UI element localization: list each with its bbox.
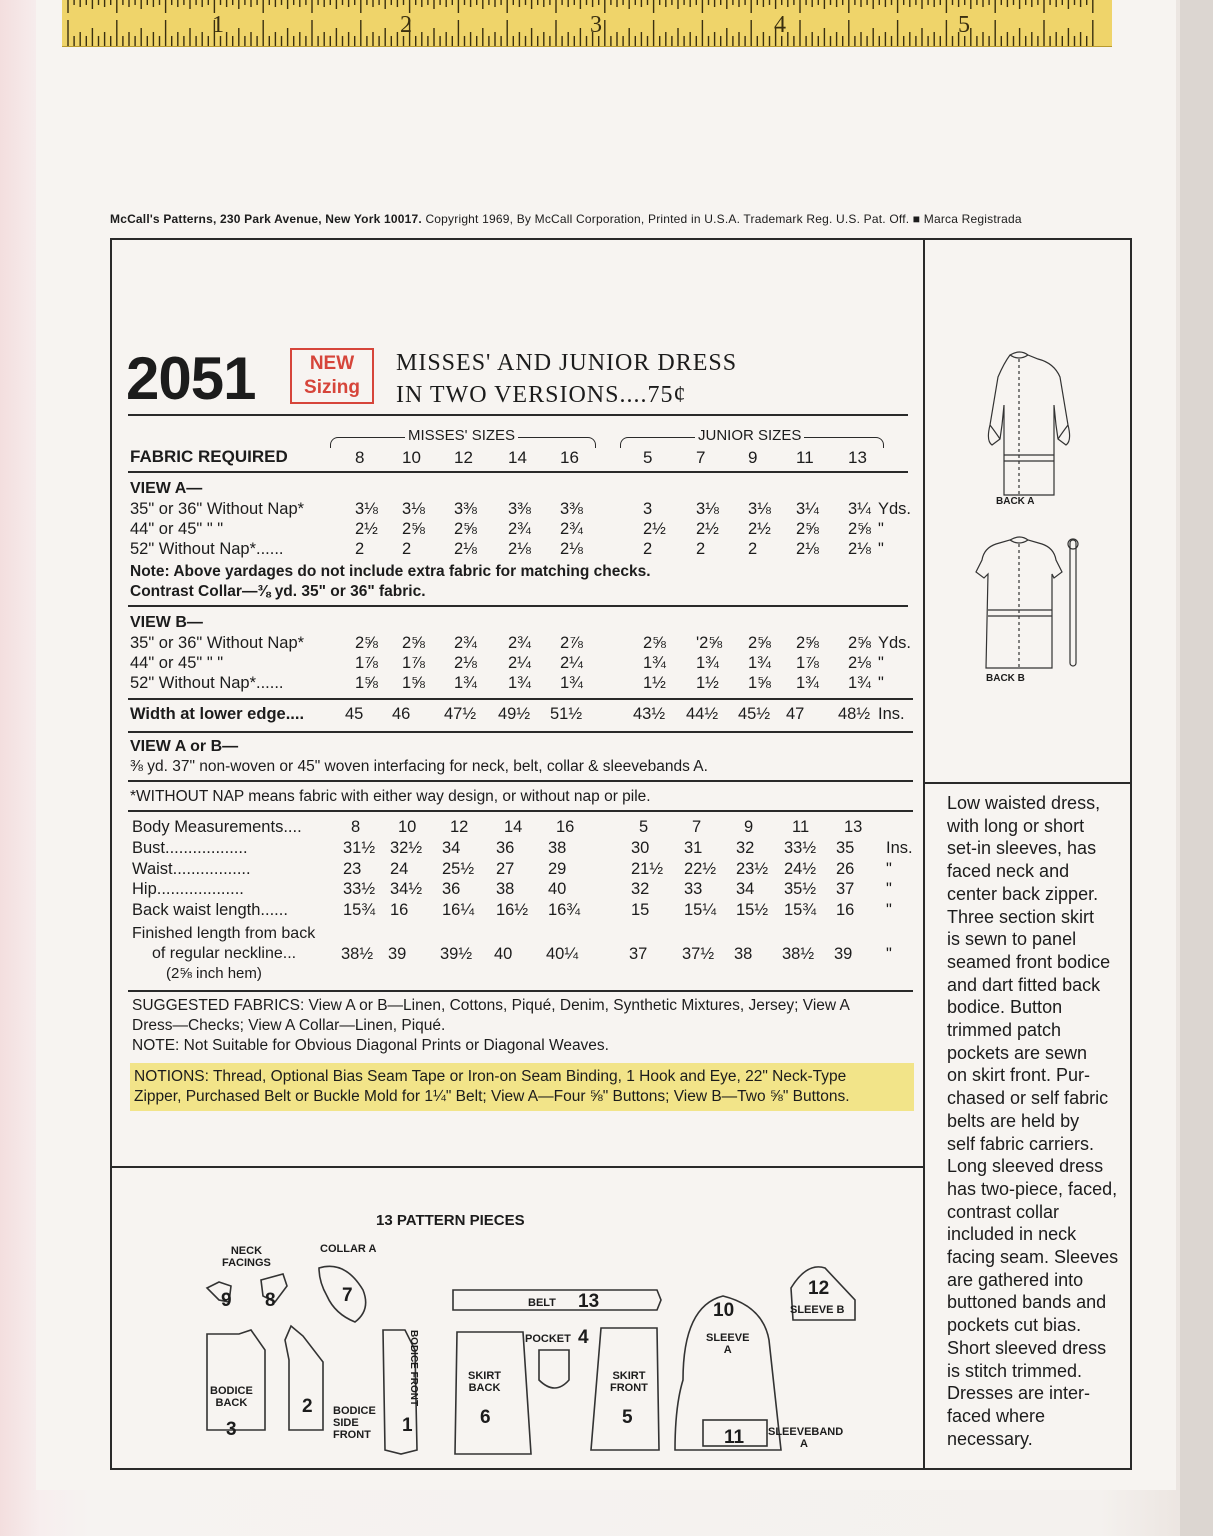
view-ab-label: VIEW A or B— <box>130 738 239 755</box>
piece-number-4: 4 <box>578 1327 589 1348</box>
piece-number-2: 2 <box>302 1396 313 1417</box>
piece-number-3: 3 <box>226 1419 237 1440</box>
description-line: pockets are sewn <box>947 1042 1088 1063</box>
yardage-value: 2⅝ <box>848 520 871 538</box>
body-value: 15¾ <box>343 900 376 919</box>
unit-label: " <box>878 674 884 692</box>
fabric-size-14: 14 <box>508 448 527 467</box>
finished-length-value: 38½ <box>341 945 374 963</box>
neck-facings-label-2: FACINGS <box>222 1257 271 1269</box>
yardage-value: 1⅞ <box>355 654 378 672</box>
description-line: center back zipper. <box>947 883 1099 904</box>
body-value: 36 <box>496 839 515 857</box>
width-value: 46 <box>392 705 411 723</box>
body-value: 23½ <box>736 859 769 878</box>
yardage-value: 2 <box>643 540 653 558</box>
new-sizing-badge <box>290 348 374 404</box>
row-label: 52" Without Nap*...... <box>130 674 284 692</box>
body-value: 31 <box>684 839 703 857</box>
body-value: 34½ <box>390 880 423 898</box>
skirt-back-label-1: SKIRT <box>468 1370 501 1382</box>
body-size-11: 11 <box>792 818 810 836</box>
description-line: is stitch trimmed. <box>947 1360 1083 1381</box>
body-size-5: 5 <box>639 818 649 836</box>
fabric-size-13: 13 <box>848 448 867 467</box>
body-unit: " <box>886 900 892 919</box>
width-value: 45½ <box>738 705 771 723</box>
piece-number-1: 1 <box>402 1415 413 1436</box>
yardage-value: 2¾ <box>560 520 583 538</box>
fabric-size-9: 9 <box>748 448 758 467</box>
body-unit: " <box>886 859 892 878</box>
yardage-value: 3⅜ <box>454 500 477 518</box>
body-value: 33 <box>684 880 703 898</box>
unit-label: Yds. <box>878 634 912 652</box>
description-line: with long or short <box>947 815 1085 836</box>
row-label: 44" or 45" " " <box>130 520 224 538</box>
body-value: 36 <box>442 880 461 898</box>
row-label: 35" or 36" Without Nap* <box>130 500 305 518</box>
yardage-value: 3⅛ <box>355 500 378 518</box>
measuring-ruler <box>62 0 1112 47</box>
body-value: 16¼ <box>442 900 475 919</box>
body-value: 22½ <box>684 859 717 878</box>
yardage-value: 2¼ <box>560 654 583 672</box>
yardage-value: 1⅝ <box>748 674 771 692</box>
yardage-value: 2⅝ <box>355 634 378 652</box>
body-value: 24½ <box>784 859 817 878</box>
description-line: bodice. Button <box>947 997 1063 1018</box>
body-value: 33½ <box>784 839 817 857</box>
body-value: 34 <box>442 839 461 857</box>
yardage-value: 2⅛ <box>454 540 477 558</box>
bodice-back-label-2: BACK <box>215 1397 248 1409</box>
yardage-value: 2⅞ <box>560 634 583 652</box>
sleeve-a-label-2: A <box>723 1344 732 1356</box>
body-value: 16¾ <box>548 900 581 919</box>
yardage-value: 3⅛ <box>402 500 425 518</box>
description-line: are gathered into <box>947 1269 1084 1290</box>
piece-number-13: 13 <box>578 1291 600 1312</box>
width-value: 43½ <box>633 705 666 723</box>
body-value: 15½ <box>736 900 769 919</box>
body-size-14: 14 <box>504 818 523 836</box>
width-value: 48½ <box>838 705 871 723</box>
width-value: 47½ <box>444 705 477 723</box>
yardage-value: 2⅛ <box>560 540 583 558</box>
finished-length-label-1: Finished length from back <box>132 925 316 942</box>
unit-label: " <box>878 540 884 558</box>
width-rule <box>128 731 913 733</box>
description-line: is sewn to panel <box>947 929 1077 950</box>
finished-length-value: 40 <box>494 945 513 963</box>
body-value: 15 <box>631 900 650 919</box>
suggested-fabrics-line-2: Dress—Checks; View A Collar—Linen, Piqué. <box>132 1017 446 1034</box>
view-a-rule <box>128 605 908 607</box>
view-a-note <box>130 563 651 581</box>
view-ab-text: ⅜ yd. 37" non-woven or 45" woven interfacing for neck, belt, collar & sleevebands A. <box>130 758 708 775</box>
body-value: 35½ <box>784 880 817 898</box>
width-unit: Ins. <box>878 705 905 723</box>
body-value: 35 <box>836 839 855 857</box>
piece-number-10: 10 <box>713 1300 735 1321</box>
body-value: 29 <box>548 859 567 878</box>
yardage-value: 2⅝ <box>796 520 819 538</box>
fabric-size-11: 11 <box>796 448 814 467</box>
body-value: 15¼ <box>684 900 717 919</box>
bodice-front-label: BODICE FRONT <box>408 1329 420 1407</box>
collar-a-label: COLLAR A <box>320 1243 377 1255</box>
finished-length-value: 39 <box>834 945 853 963</box>
description-line: belts are held by <box>947 1110 1080 1131</box>
bodice-side-label-3: FRONT <box>333 1429 371 1441</box>
width-value: 51½ <box>550 705 583 723</box>
finished-length-value: 38 <box>734 945 753 963</box>
back-a-illustration <box>962 345 1092 515</box>
notions-line-1: NOTIONS: Thread, Optional Bias Seam Tape or Iron-on Seam Binding, 1 Hook and Eye, 22" Neck-Type <box>134 1068 847 1085</box>
piece-number-12: 12 <box>808 1278 830 1299</box>
fabric-size-8: 8 <box>355 448 365 467</box>
sleeveband-a-label <box>768 1426 843 1450</box>
notions-line-2: Zipper, Purchased Belt or Buckle Mold for 1¼" Belt; View A—Four ⅝" Buttons; View B—Two ⅝" Buttons. <box>134 1088 850 1105</box>
description-line: has two-piece, faced, <box>947 1178 1118 1199</box>
yardage-value: 3⅛ <box>696 500 719 518</box>
body-value: 27 <box>496 859 515 878</box>
body-value: 38 <box>496 880 515 898</box>
skirt-front-label-1: SKIRT <box>612 1370 646 1382</box>
body-unit: " <box>886 880 892 898</box>
yardage-value: 2 <box>402 540 412 558</box>
body-value: 21½ <box>631 859 664 878</box>
skirt-front-label <box>610 1370 648 1394</box>
body-value: 24 <box>390 859 409 878</box>
yardage-value: 1¾ <box>560 674 583 692</box>
yardage-value: 1¾ <box>796 674 819 692</box>
description-line: contrast collar <box>947 1201 1060 1222</box>
finished-length-value: 40¼ <box>546 945 579 963</box>
fabric-size-10: 10 <box>402 448 421 467</box>
fabric-size-16: 16 <box>560 448 579 467</box>
yardage-value: 1½ <box>696 674 719 692</box>
description-line: Low waisted dress, <box>947 793 1101 813</box>
yardage-value: 2½ <box>696 520 719 538</box>
piece-number-6: 6 <box>480 1407 491 1428</box>
unit-label: " <box>878 520 884 538</box>
width-value: 47 <box>786 705 805 723</box>
body-row-label: Bust.................. <box>132 839 248 857</box>
fabric-size-5: 5 <box>643 448 653 467</box>
finished-length-value: 39½ <box>440 945 473 963</box>
skirt-back-label-2: BACK <box>468 1382 501 1394</box>
badge-line-2: Sizing <box>304 377 360 398</box>
body-value: 33½ <box>343 880 376 898</box>
body-value: 25½ <box>442 859 475 878</box>
yardage-value: 3⅜ <box>508 500 531 518</box>
body-row-label: Back waist length...... <box>132 900 288 919</box>
yardage-value: 2 <box>748 540 758 558</box>
sleeve-a-label <box>706 1332 749 1356</box>
ruler-number-3: 3 <box>590 12 602 38</box>
description-line: on skirt front. Pur- <box>947 1065 1091 1086</box>
yardage-value: '2⅝ <box>696 634 723 652</box>
description-line: necessary. <box>947 1428 1033 1449</box>
body-measurements-label: Body Measurements.... <box>132 818 302 836</box>
body-rule <box>128 990 913 992</box>
skirt-front-label-2: FRONT <box>610 1382 648 1394</box>
view-b-rule <box>128 698 913 700</box>
sleeve-a-label-1: SLEEVE <box>706 1332 750 1344</box>
body-size-16: 16 <box>556 818 575 836</box>
piece-number-8: 8 <box>265 1290 276 1311</box>
body-value: 40 <box>548 880 567 898</box>
contrast-collar: Contrast Collar—⅜ yd. 35" or 36" fabric. <box>130 583 426 600</box>
neck-facings-label-1: NECK <box>230 1245 263 1257</box>
view-a-note-text: Note: Above yardages do not include extra fabric for matching checks. <box>130 563 651 580</box>
yardage-value: 1¾ <box>508 674 531 692</box>
yardage-value: 2½ <box>643 520 666 538</box>
yardage-value: 1¾ <box>696 654 719 672</box>
yardage-value: 1¾ <box>848 674 871 692</box>
description-line: trimmed patch <box>947 1020 1062 1041</box>
yardage-value: 1⅝ <box>402 674 425 692</box>
body-value: 15¾ <box>784 900 817 919</box>
yardage-value: 2 <box>355 540 365 558</box>
body-value: 37 <box>836 880 855 898</box>
description-line: facing seam. Sleeves <box>947 1247 1119 1268</box>
body-size-8: 8 <box>351 818 361 836</box>
body-size-10: 10 <box>398 818 417 836</box>
row-label: 44" or 45" " " <box>130 654 224 672</box>
yardage-value: 2 <box>696 540 706 558</box>
yardage-value: 2⅝ <box>402 634 425 652</box>
yardage-value: 1¾ <box>454 674 477 692</box>
without-nap-rule <box>128 810 913 812</box>
suggested-fabrics-line-1: SUGGESTED FABRICS: View A or B—Linen, Cottons, Piqué, Denim, Synthetic Mixtures, Jersey; View A <box>132 997 850 1014</box>
yardage-value: 2¾ <box>454 634 477 652</box>
envelope-edge <box>1180 0 1213 1536</box>
yardage-value: 2¾ <box>508 520 531 538</box>
description-line: faced where <box>947 1405 1046 1426</box>
back-b-label: BACK B <box>986 673 1025 684</box>
yardage-value: 2⅝ <box>454 520 477 538</box>
row-label: 52" Without Nap*...... <box>130 540 284 558</box>
yardage-value: 1¾ <box>748 654 771 672</box>
description-line: pockets cut bias. <box>947 1315 1082 1336</box>
bodice-back-label-1: BODICE <box>210 1385 253 1397</box>
dress-description <box>947 792 1127 1450</box>
neck-facings-label <box>222 1245 271 1269</box>
yardage-value: 2⅛ <box>848 654 871 672</box>
yardage-value: 3 <box>643 500 653 518</box>
yardage-value: 2¼ <box>508 654 531 672</box>
fabric-size-7: 7 <box>696 448 706 467</box>
ruler-number-2: 2 <box>400 12 412 38</box>
description-line: Dresses are inter- <box>947 1383 1091 1404</box>
description-line: Short sleeved dress <box>947 1337 1107 1358</box>
yardage-value: 2⅛ <box>454 654 477 672</box>
width-value: 44½ <box>686 705 719 723</box>
width-value: 45 <box>345 705 364 723</box>
publisher-line <box>110 212 1140 226</box>
piece-number-5: 5 <box>622 1407 633 1428</box>
copyright-text: Copyright 1969, By McCall Corporation, Printed in U.S.A. Trademark Reg. U.S. Pat. Off. ■ Marca Registrada <box>425 212 1022 226</box>
fabric-required-heading: FABRIC REQUIRED <box>130 447 288 466</box>
body-size-13: 13 <box>844 818 863 836</box>
piece-number-11: 11 <box>724 1427 745 1448</box>
body-value: 38 <box>548 839 567 857</box>
yardage-value: 3¼ <box>796 500 819 518</box>
unit-label: Yds. <box>878 500 912 518</box>
sleeve-b-label: SLEEVE B <box>790 1304 845 1316</box>
publisher-address: McCall's Patterns, 230 Park Avenue, New York 10017. <box>110 212 422 226</box>
body-value: 16 <box>390 900 409 919</box>
body-value: 32½ <box>390 839 423 857</box>
description-line: seamed front bodice <box>947 951 1111 972</box>
body-value: 34 <box>736 880 755 898</box>
description-line: and dart fitted back <box>947 974 1101 995</box>
body-value: 16 <box>836 900 855 919</box>
body-value: 30 <box>631 839 650 857</box>
body-value: 23 <box>343 859 362 878</box>
badge-line-1: NEW <box>309 353 355 374</box>
back-b-illustration <box>962 530 1092 680</box>
back-a-label: BACK A <box>996 496 1035 507</box>
yardage-value: 3⅛ <box>748 500 771 518</box>
bodice-back-label <box>210 1385 253 1409</box>
piece-number-9: 9 <box>221 1290 232 1311</box>
yardage-value: 1⅞ <box>402 654 425 672</box>
description-line: chased or self fabric <box>947 1088 1109 1109</box>
piece-number-7: 7 <box>342 1285 353 1306</box>
pattern-title-line-2: IN TWO VERSIONS....75¢ <box>396 382 687 408</box>
yardage-value: 1½ <box>643 674 666 692</box>
view-ab-rule <box>128 780 913 782</box>
description-line: Three section skirt <box>947 906 1095 927</box>
description-line: self fabric carriers. <box>947 1133 1095 1154</box>
junior-sizes-label: JUNIOR SIZES <box>695 427 804 444</box>
body-unit: Ins. <box>886 839 913 857</box>
pocket-label: POCKET <box>525 1333 571 1345</box>
body-size-9: 9 <box>744 818 754 836</box>
unit-label: " <box>878 654 884 672</box>
yardage-value: 2⅛ <box>508 540 531 558</box>
body-value: 32 <box>631 880 650 898</box>
yardage-value: 2½ <box>355 520 378 538</box>
skirt-back-label <box>468 1370 501 1394</box>
description-line: buttoned bands and <box>947 1292 1107 1313</box>
yardage-value: 2⅝ <box>643 634 666 652</box>
finished-length-value: 37½ <box>682 945 715 963</box>
yardage-value: 2½ <box>748 520 771 538</box>
sleeveband-label-1: SLEEVEBAND <box>768 1426 844 1438</box>
yardage-value: 2⅝ <box>402 520 425 538</box>
fabric-size-12: 12 <box>454 448 473 467</box>
body-value: 26 <box>836 859 855 878</box>
ruler-number-1: 1 <box>212 12 224 38</box>
body-value: 31½ <box>343 839 376 857</box>
frame-divider-right <box>924 782 1132 784</box>
yardage-value: 2⅛ <box>796 540 819 558</box>
finished-length-value: 37 <box>629 945 648 963</box>
body-value: 32 <box>736 839 755 857</box>
description-line: included in neck <box>947 1224 1077 1245</box>
yardage-value: 1¾ <box>643 654 666 672</box>
description-line: faced neck and <box>947 861 1070 882</box>
frame-divider-vertical <box>923 238 925 1470</box>
yardage-value: 2⅛ <box>848 540 871 558</box>
view-a-label: VIEW A— <box>130 480 203 497</box>
width-label: Width at lower edge.... <box>130 705 305 723</box>
finished-length-value: 38½ <box>782 945 815 963</box>
yardage-value: 3⅜ <box>560 500 583 518</box>
belt-label: BELT <box>528 1297 556 1309</box>
bodice-side-label-2: SIDE <box>333 1417 359 1429</box>
yardage-value: 2⅝ <box>796 634 819 652</box>
finished-length-label-3: (2⅝ inch hem) <box>166 965 262 982</box>
description-line: set-in sleeves, has <box>947 838 1097 859</box>
yardage-value: 2⅝ <box>748 634 771 652</box>
bodice-side-front-label <box>333 1405 376 1441</box>
fabric-header-rule <box>128 471 908 473</box>
body-row-label: Waist................. <box>132 859 251 878</box>
without-nap-note: *WITHOUT NAP means fabric with either way design, or without nap or pile. <box>130 788 651 805</box>
pattern-number: 2051 <box>126 345 256 412</box>
pattern-pieces-title: 13 PATTERN PIECES <box>376 1212 525 1229</box>
frame-divider-bottom <box>110 1166 925 1168</box>
finished-length-value: 39 <box>388 945 407 963</box>
width-value: 49½ <box>498 705 531 723</box>
suggested-note: NOTE: Not Suitable for Obvious Diagonal Prints or Diagonal Weaves. <box>132 1037 609 1054</box>
misses-sizes-label: MISSES' SIZES <box>405 427 518 444</box>
finished-length-unit: " <box>886 945 892 963</box>
finished-length-label-2: of regular neckline... <box>152 945 297 962</box>
body-value: 16½ <box>496 900 529 919</box>
yardage-value: 1⅞ <box>796 654 819 672</box>
body-size-7: 7 <box>692 818 702 836</box>
pattern-title-line-1: MISSES' AND JUNIOR DRESS <box>396 350 738 376</box>
view-b-label: VIEW B— <box>130 614 203 631</box>
yardage-value: 2⅝ <box>848 634 871 652</box>
yardage-value: 2¾ <box>508 634 531 652</box>
ruler-number-5: 5 <box>958 12 970 38</box>
header-rule <box>128 414 908 416</box>
row-label: 35" or 36" Without Nap* <box>130 634 305 652</box>
description-line: Long sleeved dress <box>947 1156 1104 1177</box>
yardage-value: 1⅝ <box>355 674 378 692</box>
sleeveband-label-2: A <box>800 1438 808 1450</box>
yardage-value: 3¼ <box>848 500 871 518</box>
bodice-side-label-1: BODICE <box>333 1405 376 1417</box>
body-size-12: 12 <box>450 818 469 836</box>
ruler-number-4: 4 <box>774 12 786 38</box>
body-row-label: Hip................... <box>132 880 244 898</box>
